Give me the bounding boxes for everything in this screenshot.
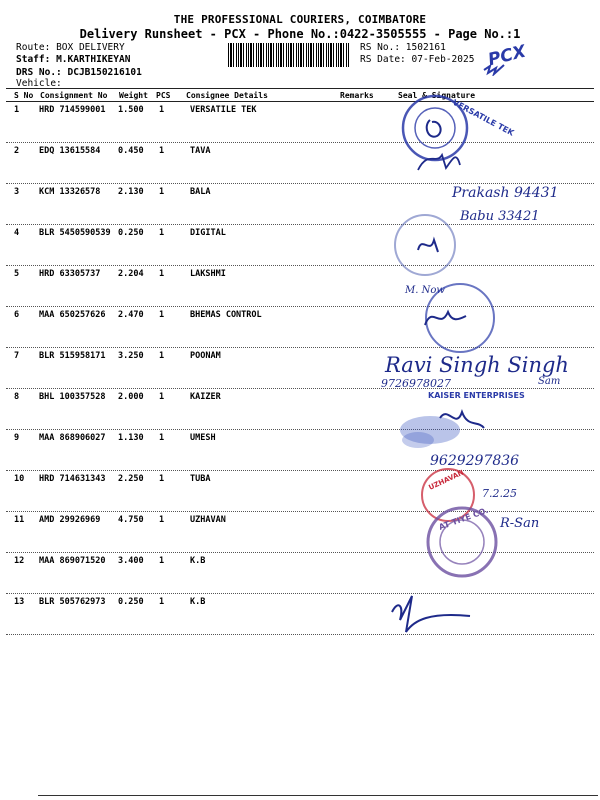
table-row [6, 307, 594, 348]
row-consignee: VERSATILE TEK [190, 105, 257, 115]
row-consignee: POONAM [190, 351, 221, 361]
table-row [6, 594, 594, 635]
row-pcs: 1 [159, 228, 165, 238]
row3-handwriting-2: Babu 33421 [460, 209, 540, 224]
row-sno: 1 [14, 105, 20, 115]
row-sno: 12 [14, 556, 25, 566]
stamp-text-row11: AT TIYE CO. [437, 505, 490, 532]
row-consignee: UMESH [190, 433, 216, 443]
row-sno: 5 [14, 269, 20, 279]
row-consignment: BLR 515958171 [39, 351, 106, 361]
table-row [6, 553, 594, 594]
row5-note: M. Now [405, 285, 445, 296]
drs-label: DRS No.: [16, 67, 62, 78]
row-consignee: KAIZER [190, 392, 221, 402]
row-consignment: HRD 714631343 [39, 474, 106, 484]
row-weight: 2.470 [118, 310, 144, 320]
table-top-rule [6, 88, 594, 89]
vehicle-label: Vehicle: [16, 78, 62, 89]
row-consignee: K.B [190, 556, 206, 566]
rs-no-line [360, 42, 446, 53]
col-consignment: Consignment No [40, 91, 108, 100]
row-pcs: 1 [159, 146, 165, 156]
route-line [16, 42, 125, 53]
row-consignment: BLR 505762973 [39, 597, 106, 607]
stamp-text-uzhavan: UZHAVAN [427, 468, 466, 492]
row-consignee: DIGITAL [190, 228, 226, 238]
row-sno: 2 [14, 146, 20, 156]
row8-stamp-text: KAISER ENTERPRISES [428, 391, 525, 400]
row-weight: 0.250 [118, 597, 144, 607]
row-pcs: 1 [159, 515, 165, 525]
company-title: THE PROFESSIONAL COURIERS, COIMBATORE [173, 13, 427, 26]
rs-date-line [360, 54, 474, 65]
row-sno: 7 [14, 351, 20, 361]
barcode [228, 43, 350, 67]
drs-line [16, 67, 142, 78]
row-pcs: 1 [159, 105, 165, 115]
table-row [6, 348, 594, 389]
row-pcs: 1 [159, 310, 165, 320]
row-consignment: AMD 29926969 [39, 515, 101, 525]
row-weight: 2.204 [118, 269, 144, 279]
row-consignment: HRD 63305737 [39, 269, 101, 279]
col-seal-signature: Seal & Signature [398, 91, 476, 100]
row7-extra: Sam [538, 376, 561, 387]
rs-date-label: RS Date: [360, 54, 406, 65]
row10-date: 7.2.25 [482, 487, 517, 500]
row3-handwriting-1: Prakash 94431 [452, 185, 559, 201]
row-sno: 10 [14, 474, 25, 484]
row-consignment: BLR 5450590539 [39, 228, 111, 238]
runsheet-title: Delivery Runsheet - PCX - Phone No.:0422-3505555 - Page No.:1 [79, 27, 521, 41]
row-consignee: BHEMAS CONTROL [190, 310, 262, 320]
pcx-check-mark [482, 62, 508, 76]
staff-label: Staff: [16, 54, 51, 65]
col-sno: S No [14, 91, 34, 100]
table-row [6, 143, 594, 184]
row-pcs: 1 [159, 556, 165, 566]
table-row [6, 468, 594, 512]
row7-signature: Ravi Singh Singh [385, 353, 569, 377]
pcx-stamp: PCX [486, 41, 528, 71]
route-label: Route: [16, 42, 51, 53]
row-sno: 11 [14, 515, 25, 525]
row-consignee: TAVA [190, 146, 211, 156]
row-sno: 4 [14, 228, 20, 238]
row-weight: 3.250 [118, 351, 144, 361]
row-consignee: LAKSHMI [190, 269, 226, 279]
table-row [6, 225, 594, 266]
row-weight: 0.250 [118, 228, 144, 238]
row-sno: 3 [14, 187, 20, 197]
row-sno: 13 [14, 597, 25, 607]
row-weight: 0.450 [118, 146, 144, 156]
col-weight: Weight [119, 91, 148, 100]
row-pcs: 1 [159, 392, 165, 402]
table-row [6, 184, 594, 225]
table-row [6, 430, 594, 471]
bottom-rule [38, 795, 598, 796]
route-value: BOX DELIVERY [56, 42, 125, 53]
rs-no-label: RS No.: [360, 42, 401, 53]
row-sno: 8 [14, 392, 20, 402]
row-weight: 1.130 [118, 433, 144, 443]
stamp-text-versatile: VERSATILE TEK [451, 97, 516, 138]
col-pcs: PCS [156, 91, 171, 100]
row-consignee: K.B [190, 597, 206, 607]
row-pcs: 1 [159, 433, 165, 443]
row-divider [6, 634, 594, 635]
row-weight: 4.750 [118, 515, 144, 525]
row-weight: 1.500 [118, 105, 144, 115]
drs-value: DCJB150216101 [67, 67, 142, 78]
row-consignee: TUBA [190, 474, 211, 484]
row-consignee: BALA [190, 187, 211, 197]
row-consignment: HRD 714599001 [39, 105, 106, 115]
row-consignment: MAA 650257626 [39, 310, 106, 320]
row-consignment: EDQ 13615584 [39, 146, 101, 156]
table-row [6, 102, 594, 143]
row-consignee: UZHAVAN [190, 515, 226, 525]
row-pcs: 1 [159, 269, 165, 279]
row-consignment: KCM 13326578 [39, 187, 101, 197]
row11-note: R-San [500, 516, 540, 531]
row-sno: 6 [14, 310, 20, 320]
row9-phone: 9629297836 [430, 453, 520, 469]
rs-no-value: 1502161 [405, 42, 446, 53]
table-row [6, 512, 594, 553]
staff-value: M.KARTHIKEYAN [56, 54, 131, 65]
table-row [6, 266, 594, 307]
row-pcs: 1 [159, 597, 165, 607]
row-pcs: 1 [159, 187, 165, 197]
row-weight: 2.000 [118, 392, 144, 402]
col-remarks: Remarks [340, 91, 374, 100]
row7-phone: 9726978027 [381, 377, 451, 390]
row-consignment: BHL 100357528 [39, 392, 106, 402]
row-sno: 9 [14, 433, 20, 443]
row-pcs: 1 [159, 474, 165, 484]
table-row [6, 389, 594, 430]
row-consignment: MAA 869071520 [39, 556, 106, 566]
col-consignee: Consignee Details [186, 91, 268, 100]
row-pcs: 1 [159, 351, 165, 361]
row-weight: 2.130 [118, 187, 144, 197]
row-consignment: MAA 868906027 [39, 433, 106, 443]
rs-date-value: 07-Feb-2025 [411, 54, 475, 65]
row-weight: 3.400 [118, 556, 144, 566]
row-weight: 2.250 [118, 474, 144, 484]
staff-line [16, 54, 130, 65]
